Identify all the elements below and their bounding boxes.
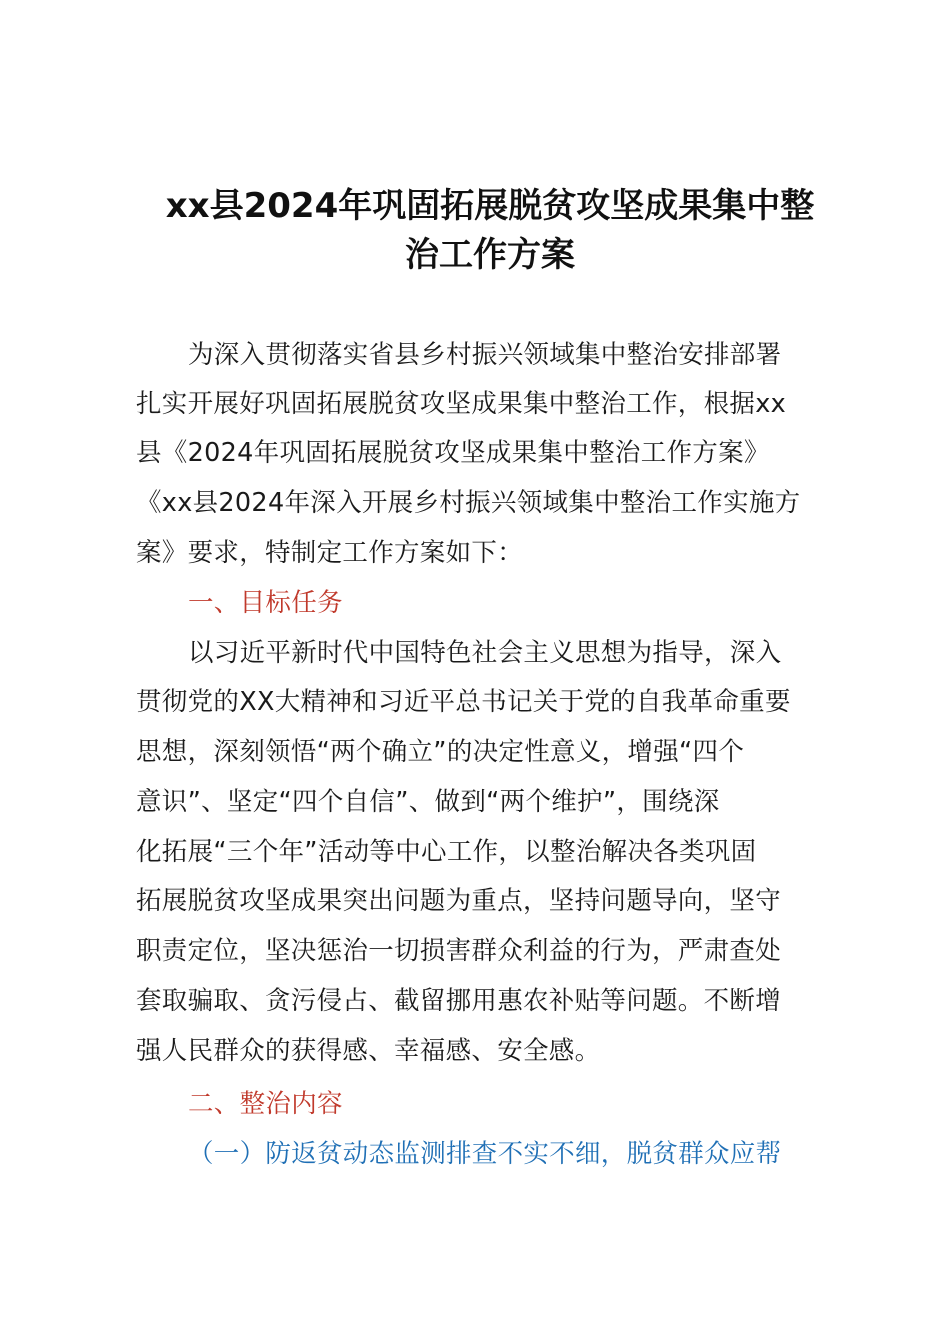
intro-line-5: 案》要求，特制定工作方案如下： [136,538,524,568]
section-1-line-1: 以习近平新时代中国特色社会主义思想为指导，深入 [188,638,782,668]
section-1-line-2: 贯彻党的XX大精神和习近平总书记关于党的自我革命重要 [136,687,791,717]
section-1-heading: 一、目标任务 [188,588,343,618]
subsection-1-heading: （一）防返贫动态监测排查不实不细，脱贫群众应帮 [188,1139,782,1169]
intro-line-3: 县《2024年巩固拓展脱贫攻坚成果集中整治工作方案》 [136,438,770,468]
intro-line-2: 扎实开展好巩固拓展脱贫攻坚成果集中整治工作，根据xx [136,389,786,419]
section-1-line-3: 思想，深刻领悟“两个确立”的决定性意义，增强“四个 [136,737,745,767]
document-title-line-1: xx县2024年巩固拓展脱贫攻坚成果集中整 [165,186,815,226]
intro-line-1: 为深入贯彻落实省县乡村振兴领域集中整治安排部署 [188,340,782,370]
section-1-line-5: 化拓展“三个年”活动等中心工作，以整治解决各类巩固 [136,837,757,867]
section-2-heading: 二、整治内容 [188,1089,343,1119]
section-1-line-7: 职责定位，坚决惩治一切损害群众利益的行为，严肃查处 [136,936,782,966]
intro-line-4: 《xx县2024年深入开展乡村振兴领域集中整治工作实施方 [136,488,801,518]
section-1-line-6: 拓展脱贫攻坚成果突出问题为重点，坚持问题导向，坚守 [136,886,782,916]
section-1-line-4: 意识”、坚定“四个自信”、做到“两个维护”，围绕深 [136,787,720,817]
section-1-line-9: 强人民群众的获得感、幸福感、安全感。 [136,1036,601,1066]
section-1-line-8: 套取骗取、贪污侵占、截留挪用惠农补贴等问题。不断增 [136,986,782,1016]
document-title-line-2: 治工作方案 [405,235,575,275]
